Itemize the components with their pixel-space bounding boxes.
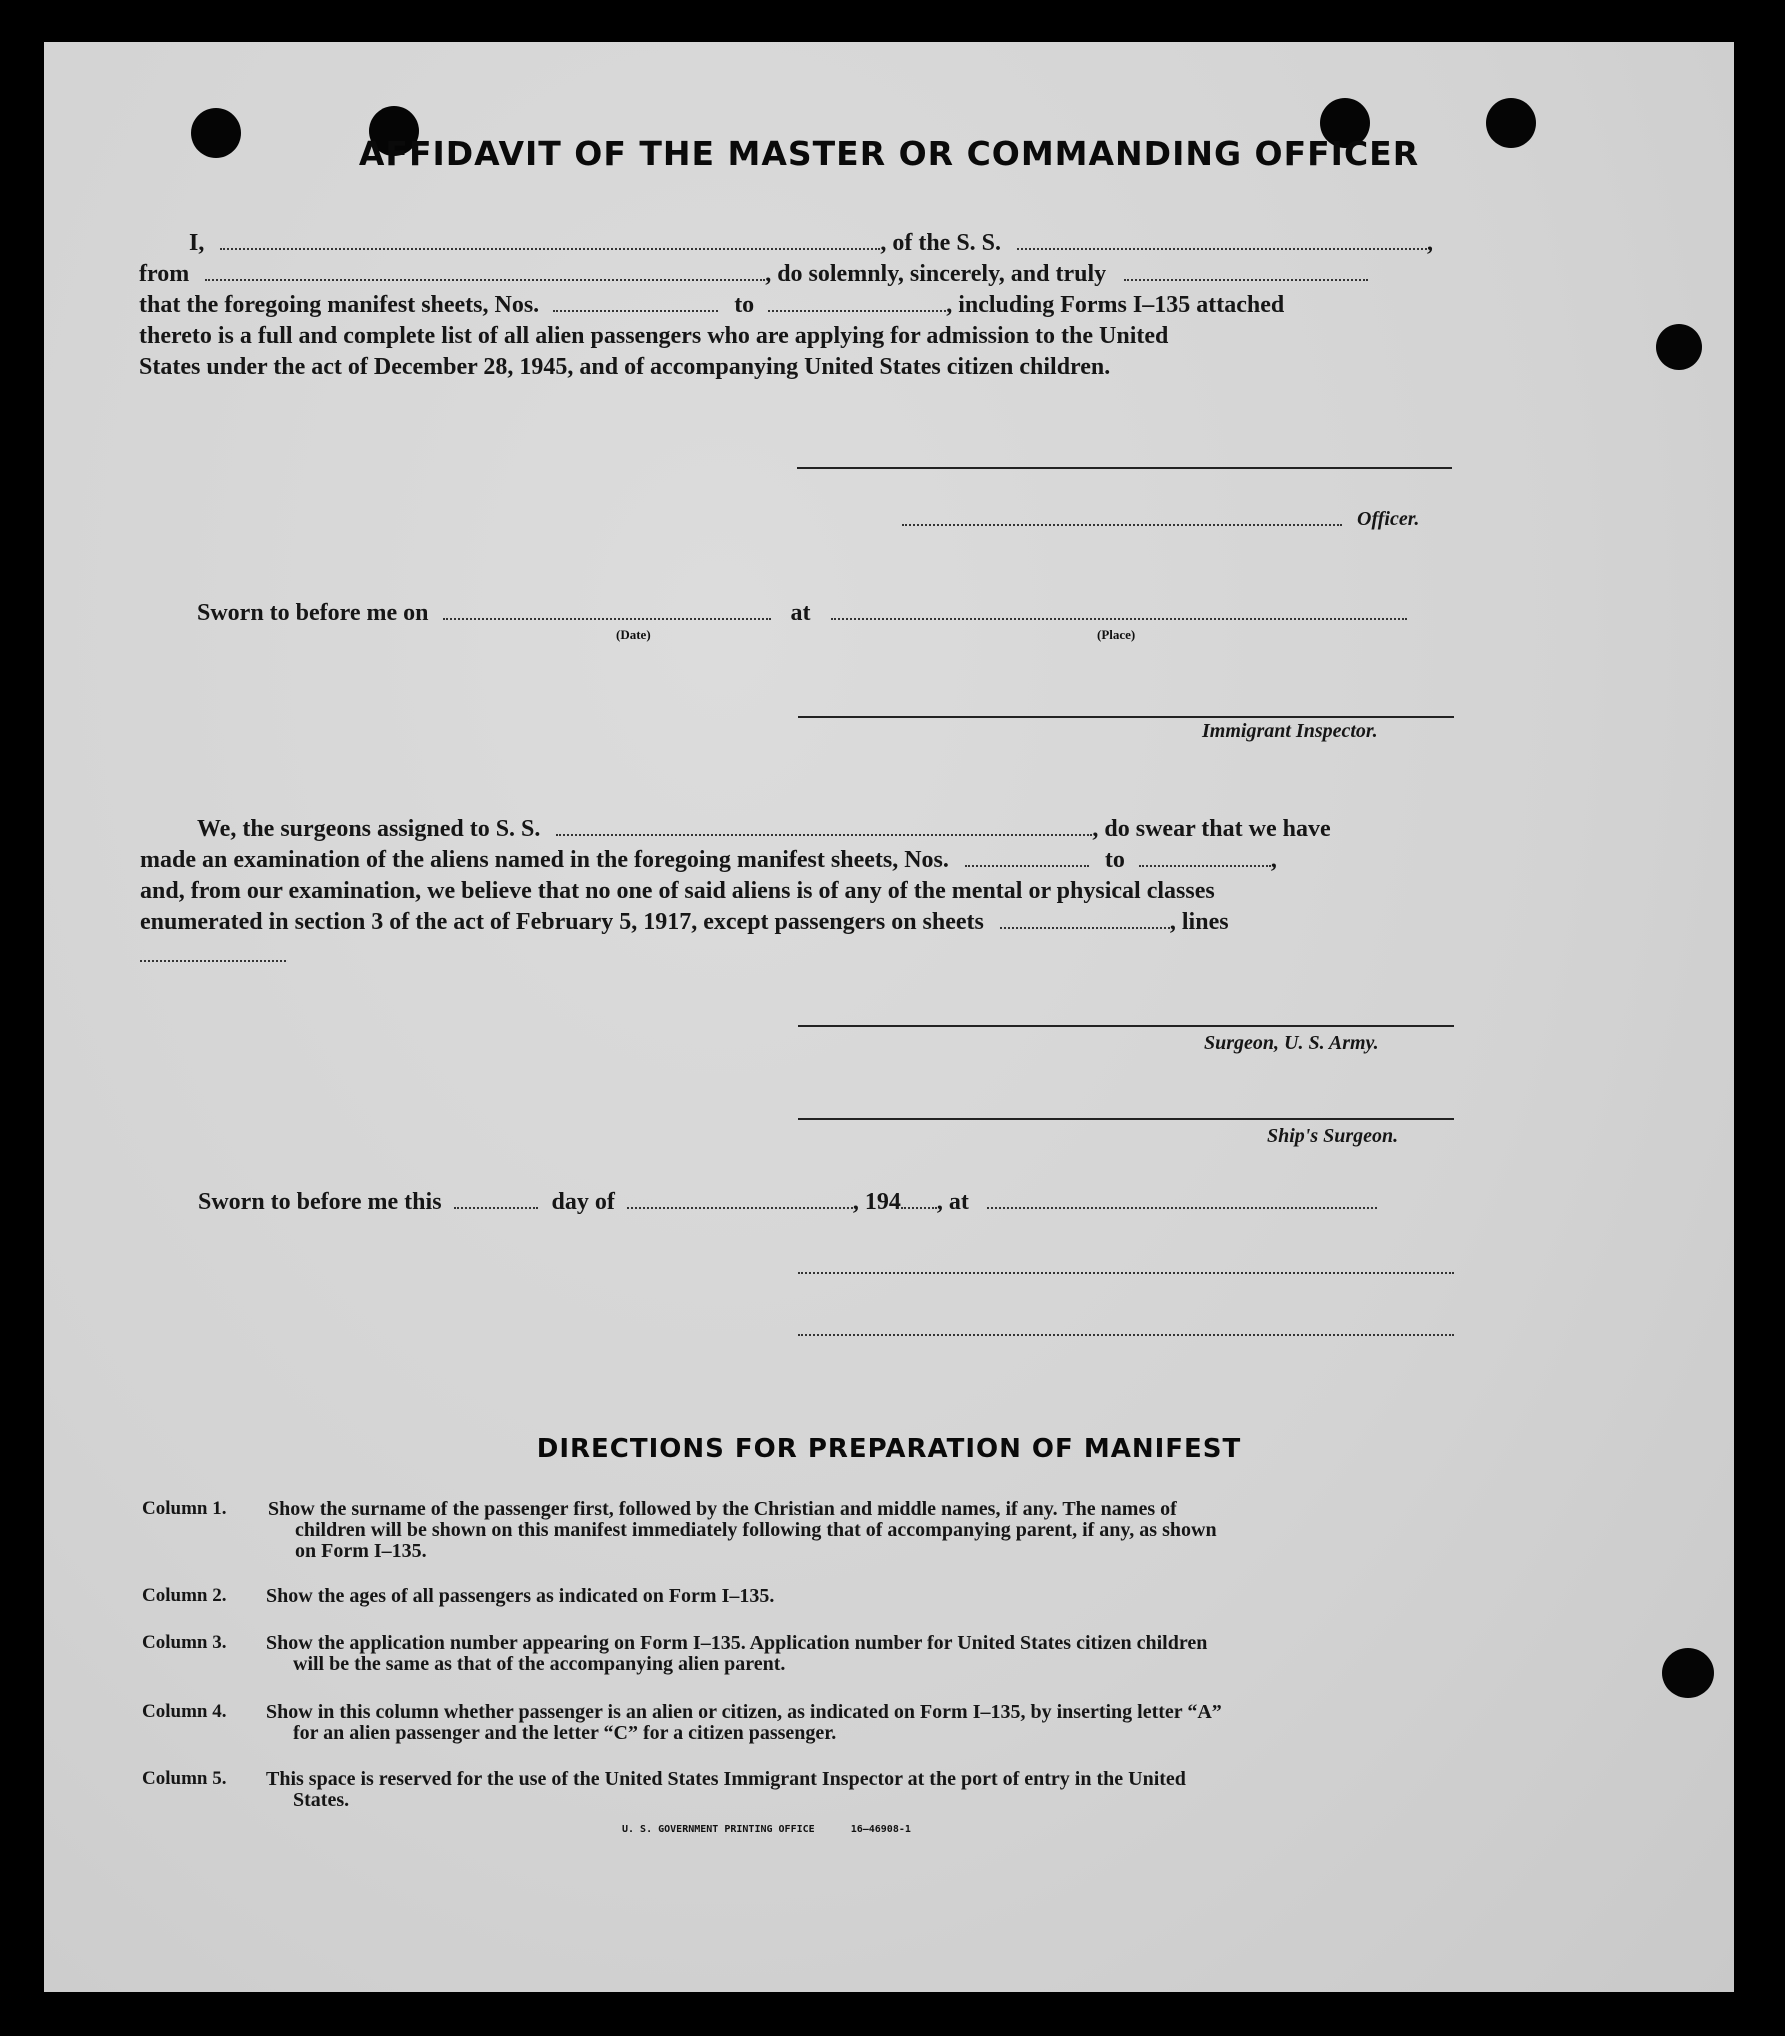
except-lines-field[interactable] [140, 960, 286, 962]
surgeons-text: , [1270, 847, 1277, 873]
date-caption: (Date) [616, 627, 651, 642]
from-port-field[interactable] [205, 259, 765, 281]
affidavit-line-4: thereto is a full and complete list of all alien passengers who are applying for admission to the United [139, 323, 1169, 349]
sworn-line-1 [197, 598, 1407, 628]
ship-surgeon-signature-line[interactable] [798, 1118, 1454, 1120]
printer-imprint [622, 1824, 911, 1835]
ship-surgeon-label: Ship's Surgeon. [1267, 1125, 1399, 1147]
sworn-year-field[interactable] [901, 1187, 937, 1209]
column-1-label: Column 1. [142, 1498, 227, 1519]
affidavit-text: to [734, 292, 755, 318]
affidavit-line-3 [139, 290, 1284, 320]
affidavit-title: AFFIDAVIT OF THE MASTER OR COMMANDING OFFICER [358, 134, 1420, 173]
column-2-line: Show the ages of all passengers as indicated on Form I–135. [266, 1585, 775, 1607]
surgeons-text: enumerated in section 3 of the act of February 5, 1917, except passengers on sheets [140, 909, 984, 935]
inspector-label: Immigrant Inspector. [1202, 720, 1378, 742]
surgeons-line-4 [140, 907, 1229, 937]
place-caption: (Place) [1097, 627, 1136, 642]
punch-hole [1656, 324, 1702, 370]
sworn-at-text: at [790, 600, 811, 626]
ship-name-field[interactable] [1017, 228, 1427, 250]
affidavit-line-5: States under the act of December 28, 1945, and of accompanying United States citizen children. [139, 354, 1111, 380]
affidavit-text: , [1427, 230, 1434, 256]
sworn2-text: , at [936, 1189, 969, 1215]
affidavit-text: , of the S. S. [880, 230, 1002, 256]
column-5-line: States. [293, 1789, 350, 1811]
column-4-line: for an alien passenger and the letter “C” for a citizen passenger. [293, 1722, 837, 1744]
column-2-text [266, 1586, 774, 1607]
surgeon-ship-field[interactable] [556, 814, 1092, 836]
surgeons-line-2 [140, 845, 1277, 875]
column-5-line: This space is reserved for the use of the United States Immigrant Inspector at the port of entry in the United [266, 1768, 1186, 1790]
column-4-text [266, 1702, 1222, 1744]
affidavit-text: , do solemnly, sincerely, and truly [765, 261, 1107, 287]
surgeons-text: , lines [1169, 909, 1229, 935]
sworn-day-field[interactable] [454, 1187, 538, 1209]
column-3-line: Show the application number appearing on Form I–135. Application number for United States citizen children [266, 1632, 1208, 1654]
column-5-text [266, 1769, 1186, 1811]
column-1-line: Show the surname of the passenger first, followed by the Christian and middle names, if any. The names of [268, 1498, 1177, 1520]
surgeons-line-3: and, from our examination, we believe that no one of said aliens is of any of the mental or physical classes [140, 878, 1215, 904]
sworn2-text: , 194 [852, 1189, 901, 1215]
column-5-label: Column 5. [142, 1768, 227, 1789]
column-1-text [268, 1499, 1217, 1562]
surgeons-text: made an examination of the aliens named in the foregoing manifest sheets, Nos. [140, 847, 949, 873]
affidavit-line-1 [189, 228, 1433, 258]
except-sheets-field[interactable] [1000, 907, 1170, 929]
column-4-line: Show in this column whether passenger is an alien or citizen, as indicated on Form I–135, by inserting letter “A” [266, 1701, 1222, 1723]
surgeons-line-1 [197, 814, 1331, 844]
officer-signature-line[interactable] [797, 467, 1452, 469]
sheet-from-field[interactable] [553, 290, 718, 312]
surgeons-text: to [1104, 847, 1125, 873]
punch-hole [1662, 1648, 1714, 1698]
army-surgeon-signature-line[interactable] [798, 1025, 1454, 1027]
column-2-label: Column 2. [142, 1585, 227, 1606]
form-code: 16—46908-1 [850, 1824, 911, 1835]
affidavit-text: , including Forms I–135 attached [946, 292, 1285, 318]
surgeons-text: , do swear that we have [1092, 816, 1331, 842]
affidavit-text: I, [189, 230, 205, 256]
form-sheet [44, 42, 1734, 1992]
officer-title-line[interactable] [902, 524, 1342, 526]
sheet-to-field[interactable] [768, 290, 946, 312]
sworn-place-field[interactable] [831, 598, 1407, 620]
column-4-label: Column 4. [142, 1701, 227, 1722]
column-1-line: on Form I–135. [295, 1540, 427, 1562]
signature-line-a[interactable] [798, 1272, 1454, 1274]
column-3-label: Column 3. [142, 1632, 227, 1653]
column-3-text [266, 1633, 1207, 1675]
officer-name-field[interactable] [220, 228, 880, 250]
surgeons-text: We, the surgeons assigned to S. S. [197, 816, 541, 842]
sworn-date-field[interactable] [443, 598, 771, 620]
sworn-month-field[interactable] [627, 1187, 853, 1209]
army-surgeon-label: Surgeon, U. S. Army. [1204, 1032, 1379, 1054]
sworn-line-2 [198, 1187, 1377, 1217]
sworn-text: Sworn to before me on [197, 600, 429, 626]
inspector-signature-line[interactable] [798, 716, 1454, 718]
surgeon-sheet-from-field[interactable] [965, 845, 1089, 867]
affidavit-line-2 [139, 259, 1368, 289]
directions-title: DIRECTIONS FOR PREPARATION OF MANIFEST [536, 1434, 1242, 1464]
oath-field[interactable] [1124, 259, 1368, 281]
sworn2-text: day of [551, 1189, 615, 1215]
officer-label: Officer. [1357, 508, 1420, 530]
affidavit-text: from [139, 261, 190, 287]
column-1-line: children will be shown on this manifest immediately following that of accompanying parent, if any, as shown [295, 1519, 1217, 1541]
column-3-line: will be the same as that of the accompanying alien parent. [293, 1653, 786, 1675]
sworn2-text: Sworn to before me this [198, 1189, 442, 1215]
affidavit-text: that the foregoing manifest sheets, Nos. [139, 292, 540, 318]
surgeon-sheet-to-field[interactable] [1139, 845, 1271, 867]
signature-line-b[interactable] [798, 1334, 1454, 1336]
sworn2-place-field[interactable] [987, 1187, 1377, 1209]
printer-name: U. S. GOVERNMENT PRINTING OFFICE [622, 1824, 815, 1835]
